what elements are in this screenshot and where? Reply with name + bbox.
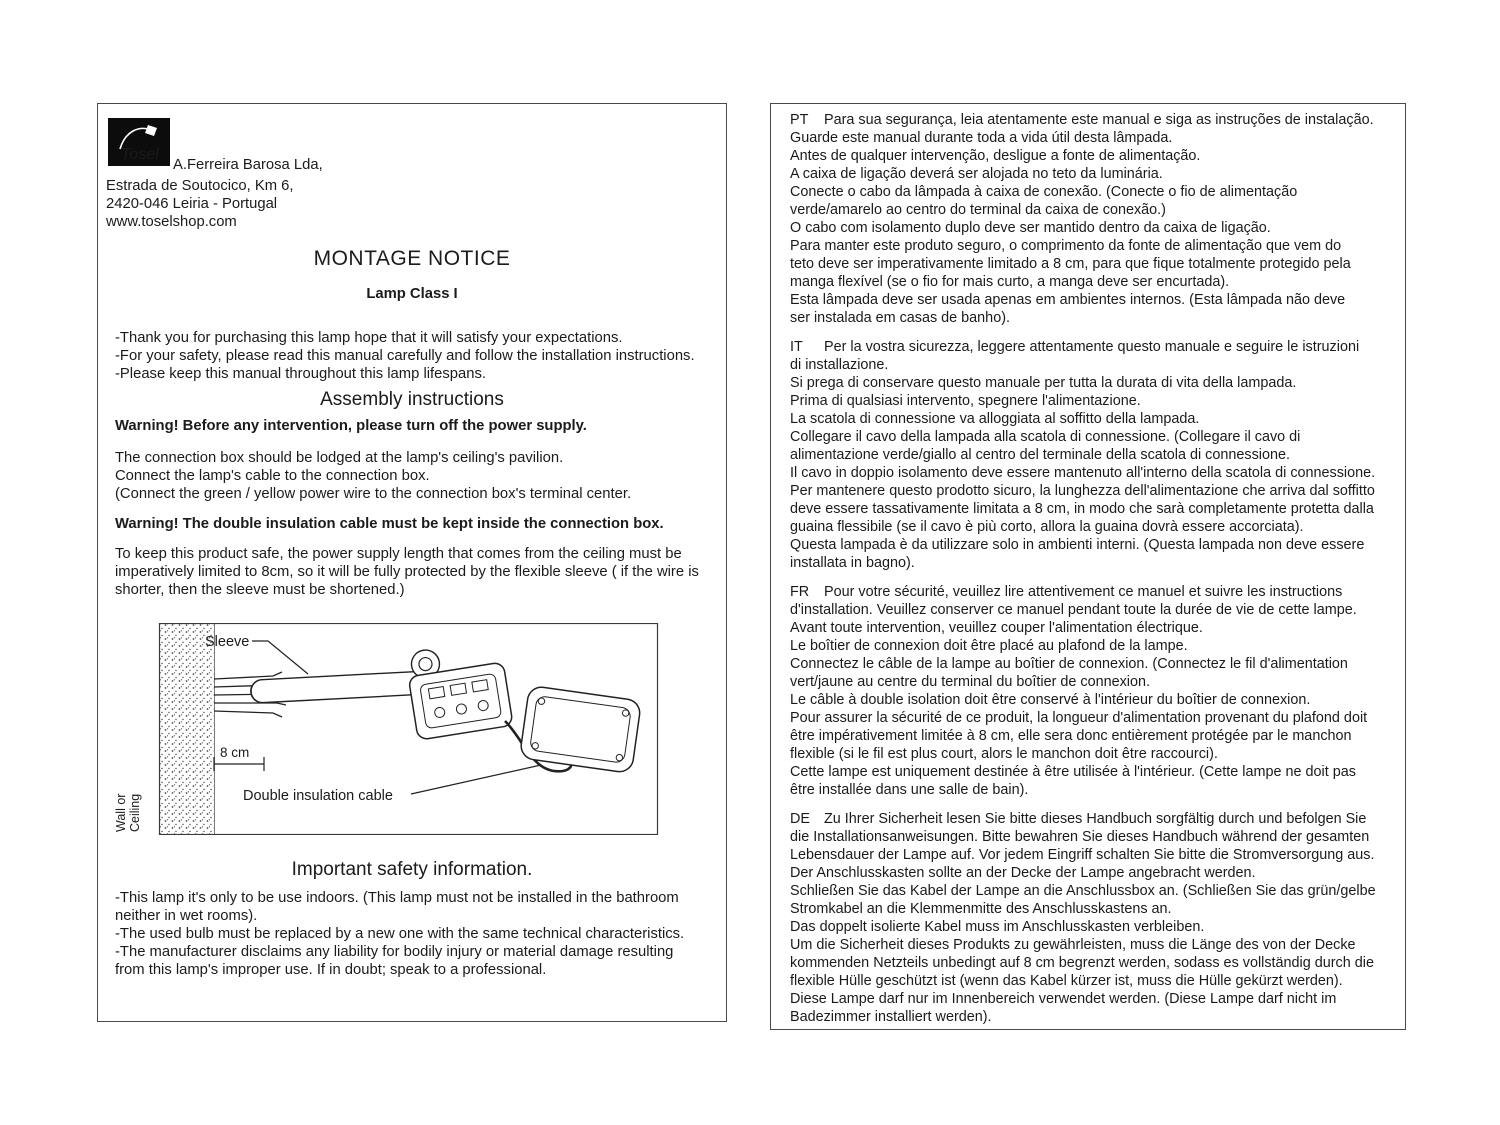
assembly-diagram — [101, 623, 709, 835]
text-line: Para manter este produto seguro, o comprimento da fonte de alimentação que vem do — [790, 238, 1342, 254]
text-line: installata in bagno). — [790, 555, 915, 571]
text-line: guaina flessibile (se il cavo è più corto, allora la guaina dovrà essere accorciata). — [790, 519, 1304, 535]
language-code-pt: PT — [790, 112, 809, 128]
cover-plate — [519, 685, 641, 773]
text-line: Questa lampada è da utilizzare solo in ambienti interni. (Questa lampada non deve essere — [790, 537, 1365, 553]
text-line: A caixa de ligação deverá ser alojada no teto da luminária. — [790, 166, 1163, 182]
text-line: -This lamp it's only to be use indoors. (This lamp must not be installed in the bathroom — [115, 890, 679, 906]
text-line: Zu Ihrer Sicherheit lesen Sie bitte dieses Handbuch sorgfältig durch und befolgen Sie — [824, 811, 1367, 827]
text-line: Avant toute intervention, veuillez couper l'alimentation électrique. — [790, 620, 1203, 636]
right-page — [770, 103, 1406, 1030]
dimension-label: 8 cm — [220, 745, 250, 760]
logo-text: Tosel — [121, 146, 159, 163]
text-line: Diese Lampe darf nur im Innenbereich verwendet werden. (Diese Lampe darf nicht im — [790, 991, 1337, 1007]
text-line: die Installationsanweisungen. Bitte bewahren Sie dieses Handbuch während der gesamten — [790, 829, 1370, 845]
text-line: Prima di qualsiasi intervento, spegnere l'alimentazione. — [790, 393, 1141, 409]
text-line: -Thank you for purchasing this lamp hope that it will satisfy your expectations. — [115, 330, 623, 346]
language-code-de: DE — [790, 811, 810, 827]
text-line: Esta lâmpada deve ser usada apenas em ambientes internos. (Esta lâmpada não deve — [790, 292, 1346, 308]
text-line: -The manufacturer disclaims any liability for bodily injury or material damage resulting — [115, 944, 674, 960]
text-line: Para sua segurança, leia atentamente este manual e siga as instruções de instalação. — [824, 112, 1374, 128]
company-address — [106, 178, 294, 232]
text-line: ser instalada em casas de banho). — [790, 310, 1010, 326]
text-line: Badezimmer installiert werden). — [790, 1009, 992, 1025]
text-line: Le câble à double isolation doit être conservé à l'intérieur du boîtier de connexion. — [790, 692, 1311, 708]
section-portuguese — [790, 111, 1386, 327]
text-line: -Please keep this manual throughout this lamp lifespans. — [115, 366, 486, 382]
text-line: Connect the lamp's cable to the connection box. — [115, 468, 430, 484]
left-page — [97, 103, 727, 1022]
text-line: -For your safety, please read this manual carefully and follow the installation instructions. — [115, 348, 695, 364]
wall-hatch — [160, 624, 214, 834]
letterhead — [106, 118, 709, 230]
section-german — [790, 810, 1386, 1026]
text-line: Connectez le câble de la lampe au boîtier de connexion. (Connectez le fil d'alimentation — [790, 656, 1348, 672]
cable-label: Double insulation cable — [243, 788, 393, 804]
text-line: from this lamp's improper use. If in doubt; speak to a professional. — [115, 962, 547, 978]
text-line: flexible (si le fil est plus court, alors le manchon doit être raccourci). — [790, 746, 1218, 762]
text-line: -The used bulb must be replaced by a new one with the same technical characteristics. — [115, 926, 685, 942]
text-line: Per la vostra sicurezza, leggere attentamente questo manuale e seguire le istruzioni — [824, 339, 1360, 355]
text-line: La scatola di connessione va alloggiata al soffitto della lampada. — [790, 411, 1200, 427]
text-line: O cabo com isolamento duplo deve ser mantido dentro da caixa de ligação. — [790, 220, 1271, 236]
sleeve-label: Sleeve — [205, 634, 250, 650]
section-text-pt — [790, 111, 1386, 327]
language-code-fr: FR — [790, 584, 810, 600]
text-line: Schließen Sie das Kabel der Lampe an die Anschlussbox an. (Schließen Sie das grün/gelbe — [790, 883, 1376, 899]
address-line: www.toselshop.com — [106, 214, 237, 230]
text-line: teto deve ser imperativamente limitado a 8 cm, para que fique totalmente protegido pela — [790, 256, 1351, 272]
text-line: Per mantenere questo prodotto sicuro, la lunghezza dell'alimentazione che arriva dal soffitto — [790, 483, 1375, 499]
text-line: être installée dans une salle de bain). — [790, 782, 1029, 798]
text-line: Lebensdauer der Lampe auf. Vor jedem Eingriff schalten Sie bitte die Stromversorgung aus. — [790, 847, 1375, 863]
section-french — [790, 583, 1386, 799]
section-text-fr — [790, 583, 1386, 799]
text-line: Das doppelt isolierte Kabel muss im Anschlusskasten verbleiben. — [790, 919, 1205, 935]
text-line: être impérativement limitée à 8 cm, elle sera donc entièrement protégée par le manchon — [790, 728, 1352, 744]
page-subtitle: Lamp Class I — [366, 286, 458, 302]
text-line: flexible Hülle geschützt ist (wenn das Kabel kürzer ist, muss die Hülle gekürzt werden). — [790, 973, 1343, 989]
section-text-it — [790, 338, 1386, 572]
language-code-it: IT — [790, 339, 803, 355]
text-line: Pour assurer la sécurité de ce produit, la longueur d'alimentation provenant du plafond doit — [790, 710, 1368, 726]
text-line: manga flexível (se o fio for mais curto, a manga deve ser encurtada). — [790, 274, 1230, 290]
section-text-de — [790, 810, 1386, 1026]
text-line: Il cavo in doppio isolamento deve essere mantenuto all'interno della scatola di connessione. — [790, 465, 1376, 481]
intro-paragraph — [115, 329, 709, 383]
text-line: Si prega di conservare questo manuale per tutta la durata di vita della lampada. — [790, 375, 1297, 391]
text-line: Collegare il cavo della lampada alla scatola di connessione. (Collegare il cavo di — [790, 429, 1301, 445]
text-line: Conecte o cabo da lâmpada à caixa de conexão. (Conecte o fio de alimentação — [790, 184, 1298, 200]
text-line: Um die Sicherheit dieses Produkts zu gewährleisten, muss die Länge des von der Decke — [790, 937, 1356, 953]
text-line: Stromkabel an die Klemmenmitte des Anschlusskastens an. — [790, 901, 1172, 917]
text-line: verde/amarelo ao centro do terminal da caixa de conexão.) — [790, 202, 1166, 218]
tosel-logo — [108, 118, 170, 166]
company-name: A.Ferreira Barosa Lda, — [173, 157, 323, 173]
text-line: To keep this product safe, the power supply length that comes from the ceiling must be — [115, 546, 682, 562]
assembly-heading: Assembly instructions — [320, 389, 504, 410]
text-line: shorter, then the sleeve must be shortened.) — [115, 582, 405, 598]
text-line: Antes de qualquer intervenção, desligue a fonte de alimentação. — [790, 148, 1201, 164]
section-italian — [790, 338, 1386, 572]
text-line: kommenden Netzteils unbedingt auf 8 cm begrenzt werden, sodass es vollständig durch die — [790, 955, 1374, 971]
text-line: (Connect the green / yellow power wire to the connection box's terminal center. — [115, 486, 632, 502]
text-line: vert/jaune au centre du terminal du boîtier de connexion. — [790, 674, 1150, 690]
text-line: imperatively limited to 8cm, so it will be fully protected by the flexible sleeve ( if the wire is — [115, 564, 699, 580]
text-line: di installazione. — [790, 357, 889, 373]
wall-ceiling-label: Wall or — [114, 793, 128, 832]
text-line: neither in wet rooms). — [115, 908, 258, 924]
address-line: 2420-046 Leiria - Portugal — [106, 196, 278, 212]
warning-insulation-cable: Warning! The double insulation cable must be kept inside the connection box. — [115, 516, 664, 532]
text-line: Pour votre sécurité, veuillez lire attentivement ce manuel et suivre les instructions — [824, 584, 1343, 600]
text-line: Cette lampe est uniquement destinée à être utilisée à l'intérieur. (Cette lampe ne doit pas — [790, 764, 1356, 780]
text-line: d'installation. Veuillez conserver ce manuel pendant toute la durée de vie de cette lampe. — [790, 602, 1357, 618]
sleeve-note — [115, 545, 709, 599]
safety-paragraph — [115, 889, 709, 979]
warning-power-supply: Warning! Before any intervention, please turn off the power supply. — [115, 418, 587, 434]
text-line: Le boîtier de connexion doit être placé au plafond de la lampe. — [790, 638, 1188, 654]
safety-heading: Important safety information. — [291, 859, 533, 880]
text-line: The connection box should be lodged at the lamp's ceiling's pavilion. — [115, 450, 564, 466]
text-line: deve essere tassativamente limitata a 8 cm, in modo che sarà completamente protetta dalla — [790, 501, 1374, 517]
assembly-steps — [115, 449, 709, 503]
text-line: Guarde este manual durante toda a vida útil desta lâmpada. — [790, 130, 1173, 146]
text-line: alimentazione verde/giallo al centro del terminale della scatola di connessione. — [790, 447, 1290, 463]
text-line: Der Anschlusskasten sollte an der Decke der Lampe angebracht werden. — [790, 865, 1256, 881]
wall-ceiling-label: Ceiling — [128, 793, 142, 832]
page-title: MONTAGE NOTICE — [313, 247, 511, 270]
address-line: Estrada de Soutocico, Km 6, — [106, 178, 294, 194]
